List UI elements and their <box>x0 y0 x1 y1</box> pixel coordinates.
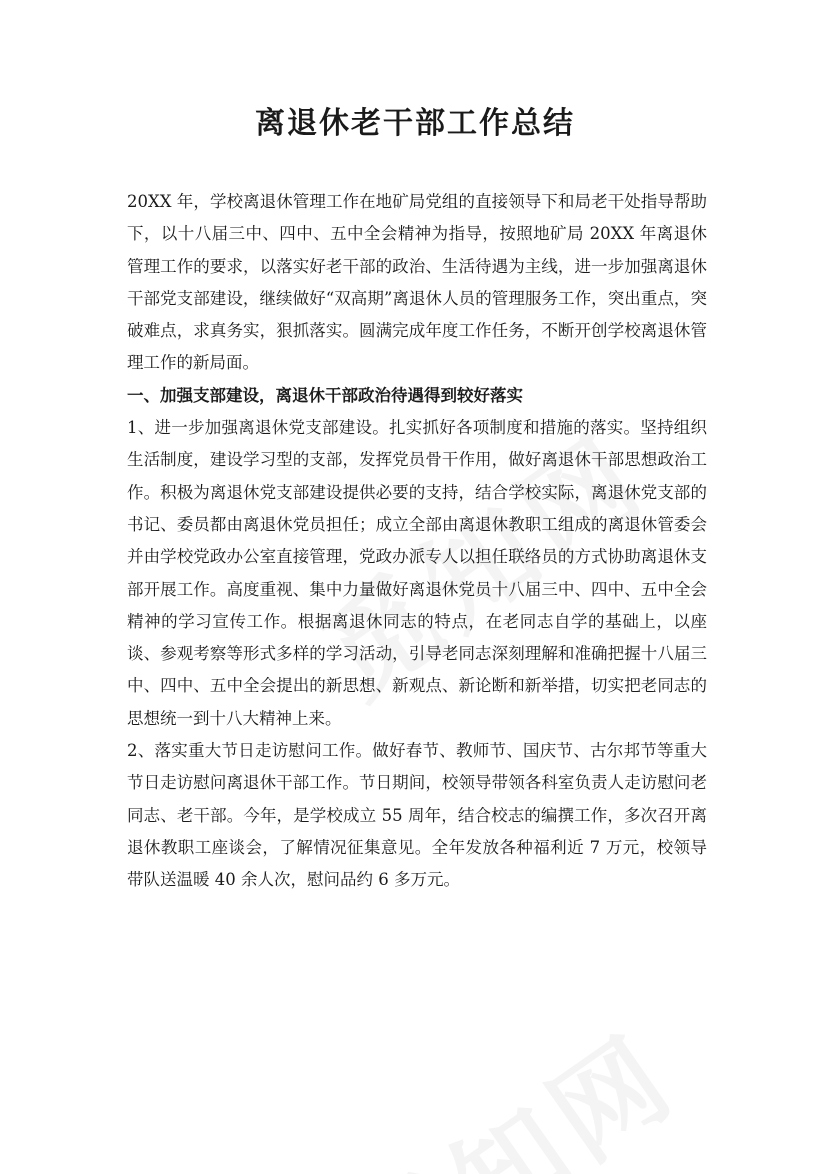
intro-paragraph: 20XX 年，学校离退休管理工作在地矿局党组的直接领导下和局老干处指导帮助下，以十八届三中、四中、五中全会精神为指导，按照地矿局 20XX 年离退休管理工作的要求，以落实好老干部的政治、生活待遇为主线，进一步加强离退休干部党支部建设，继续做好“双高期”离退休人员的管理服务工作，突出重点，突破难点，求真务实，狠抓落实。圆满完成年度工作任务，不断开创学校离退休管理工作的新局面。 <box>127 192 707 373</box>
section-heading: 一、加强支部建设，离退休干部政治待遇得到较好落实 <box>127 385 523 405</box>
watermark <box>317 991 703 1174</box>
document-title: 离退休老干部工作总结 <box>255 106 575 141</box>
document-body <box>127 186 707 897</box>
body-paragraph: 2、落实重大节日走访慰问工作。做好春节、教师节、国庆节、古尔邦节等重大节日走访慰问离退休干部工作。节日期间，校领导带领各科室负责人走访慰问老同志、老干部。今年，是学校成立 55 周年，结合校志的编撰工作，多次召开离退休教职工座谈会，了解情况征集意见。全年发放各种福利近 7 万元，校领导带队送温暖 40 余人次，慰问品约 6 多万元。 <box>127 741 707 890</box>
body-paragraph: 1、进一步加强离退休党支部建设。扎实抓好各项制度和措施的落实。坚持组织生活制度，建设学习型的支部，发挥党员骨干作用，做好离退休干部思想政治工作。积极为离退休党支部建设提供必要的支持，结合学校实际，离退休党支部的书记、委员都由离退休党员担任；成立全部由离退休教职工组成的离退休管委会并由学校党政办公室直接管理，党政办派专人以担任联络员的方式协助离退休支部开展工作。高度重视、集中力量做好离退休党员十八届三中、四中、五中全会精神的学习宣传工作。根据离退休同志的特点，在老同志自学的基础上，以座谈、参观考察等形式多样的学习活动，引导老同志深刻理解和准确把握十八届三中、四中、五中全会提出的新思想、新观点、新论断和新举措，切实把老同志的思想统一到十八大精神上来。 <box>127 418 707 728</box>
